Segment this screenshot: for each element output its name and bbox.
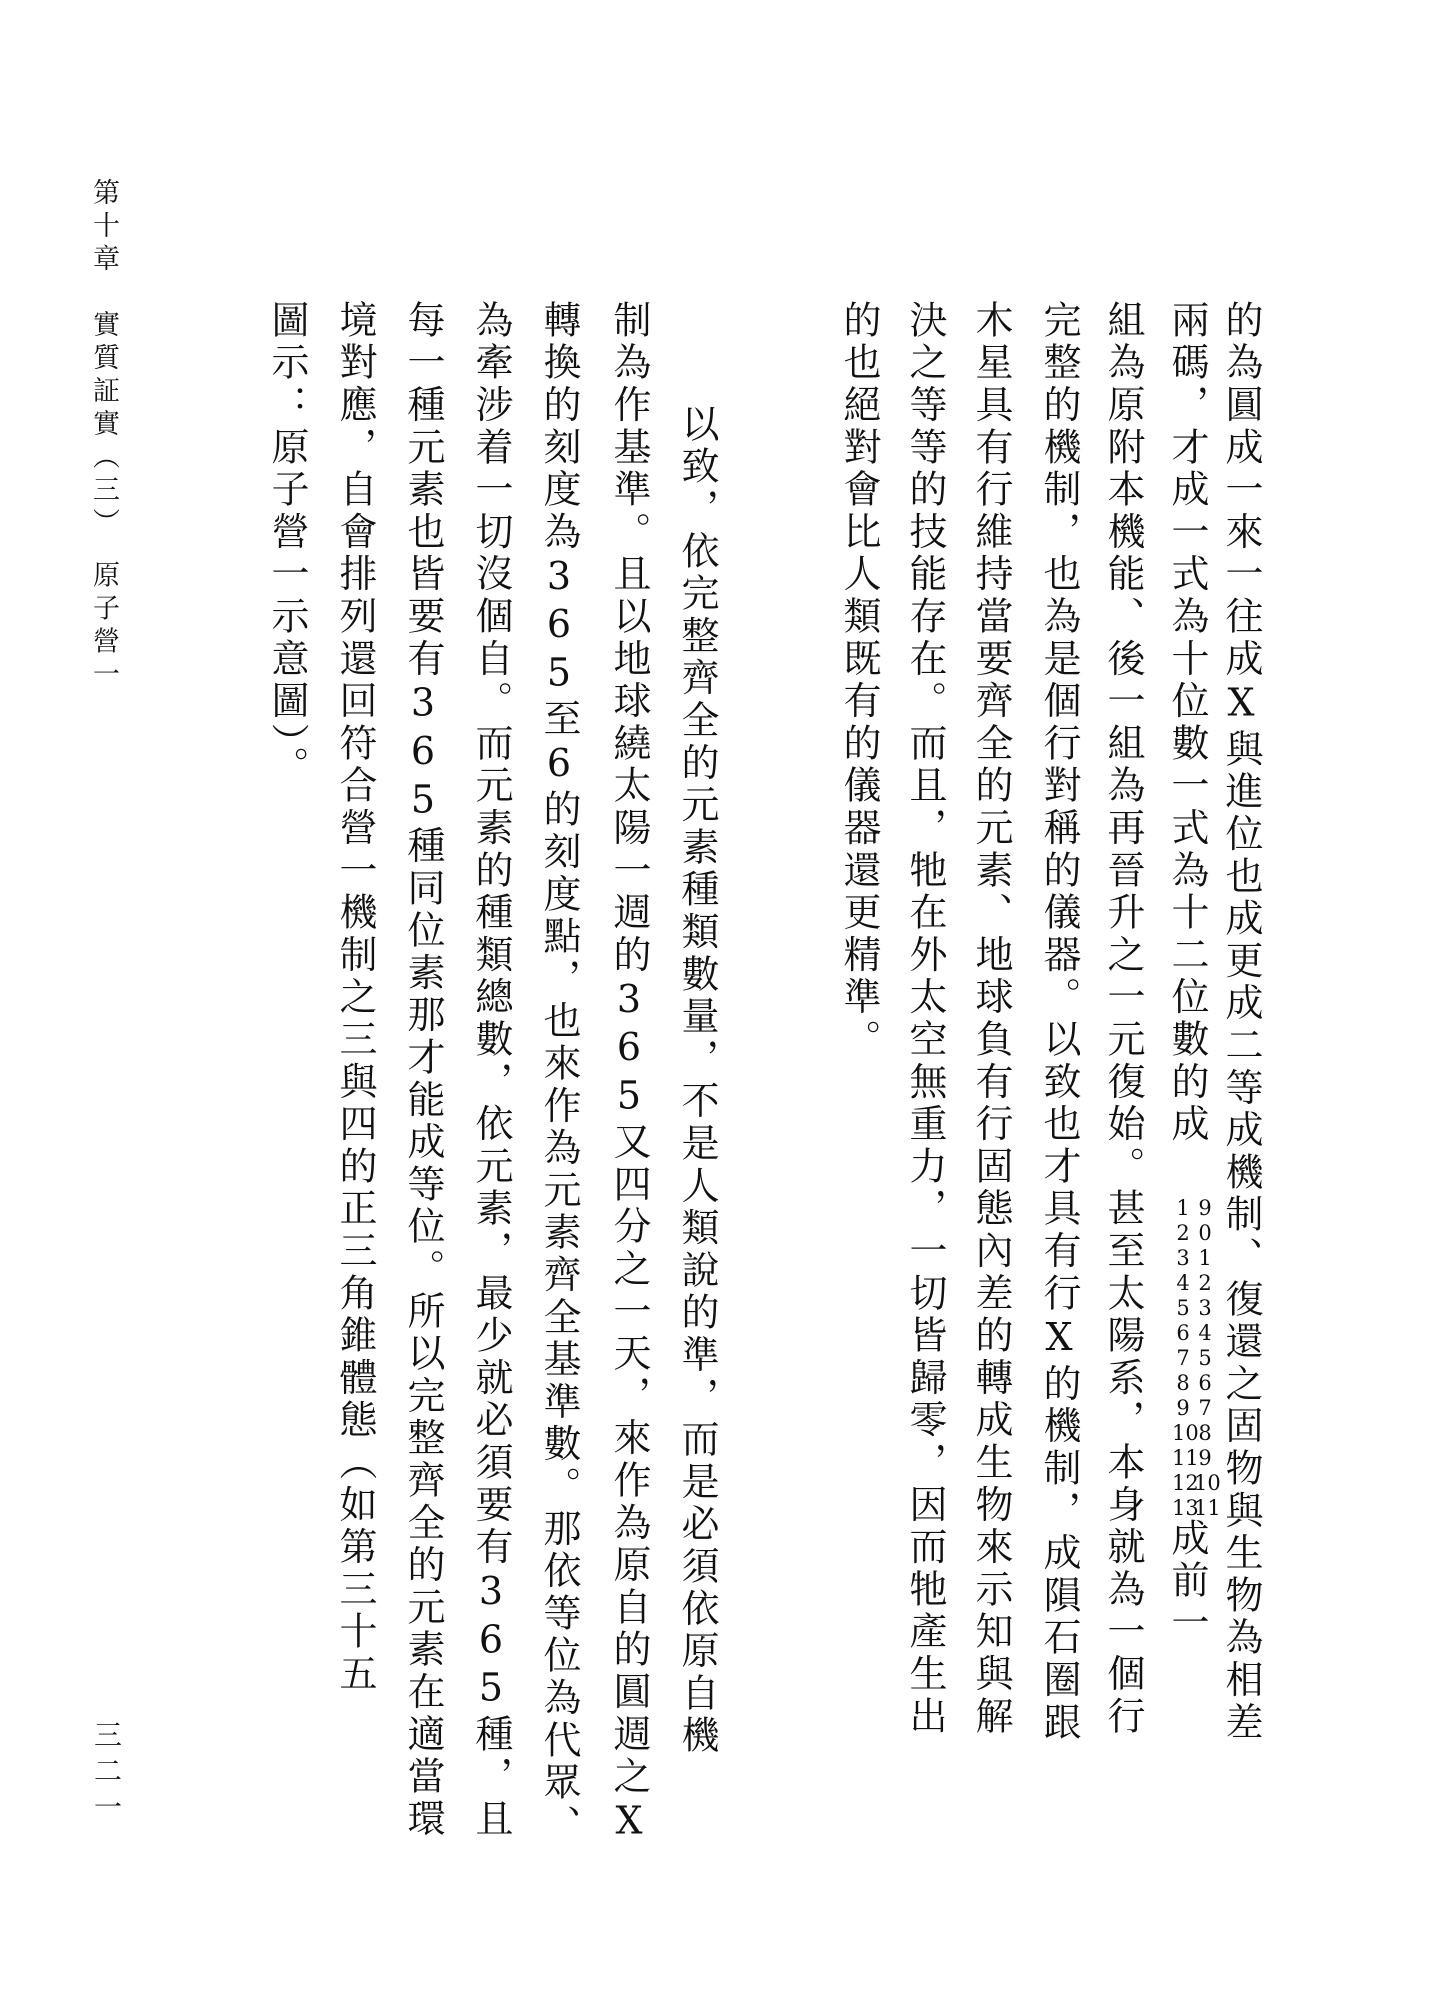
ladder-number-inner: 11 <box>1172 1446 1199 1470</box>
text-column: 轉換的刻度為365至6的刻度點，也來作為元素齊全基準數。那依等位為代眾、 <box>537 300 581 1847</box>
ladder-number-inner: 2 <box>1176 1221 1190 1245</box>
ladder-number-outer: 9 <box>1198 1196 1212 1220</box>
text-column: 的為圓成一來一往成X與進位也成更成二等成機制、復還之固物與生物為相差 <box>1219 300 1263 1745</box>
text-column: 成前一 <box>1165 1518 1209 1645</box>
ladder-number-outer: 10 <box>1194 1471 1221 1495</box>
text-column: 決之等等的技能存在。而且，牠在外太空無重力，一切皆歸零，因而牠產生出 <box>903 300 947 1739</box>
ladder-number-inner: 5 <box>1176 1296 1190 1320</box>
ladder-number-inner: 13 <box>1172 1496 1199 1520</box>
text-column: 制為作基準。且以地球繞太陽一週的365又四分之一天，來作為原自的圓週之X <box>607 300 651 1847</box>
ladder-number-inner: 10 <box>1172 1421 1199 1445</box>
number-ladder-row <box>1172 1198 1216 1223</box>
text-column: 境對應，自會排列還回符合營一機制之三與四的正三角錐體態（如第三十五 <box>333 300 377 1696</box>
number-ladder-row <box>1172 1298 1216 1323</box>
number-ladder-row <box>1172 1448 1216 1473</box>
text-column: 的也絕對會比人類既有的儀器還更精準。 <box>837 300 881 1062</box>
number-ladder-row <box>1172 1373 1216 1398</box>
page-number: 三二一 <box>90 1720 123 1828</box>
ladder-number-outer: 2 <box>1198 1271 1212 1295</box>
ladder-number-outer: 6 <box>1198 1371 1212 1395</box>
ladder-number-outer: 5 <box>1198 1346 1212 1370</box>
ladder-number-inner: 8 <box>1176 1371 1190 1395</box>
number-ladder <box>1172 1196 1221 1523</box>
running-head: 第十章 實質証實（三） 原子營一 <box>88 178 119 693</box>
text-column: 木星具有行維持當要齊全的元素、地球負有行固態內差的轉成生物來示知與解 <box>969 300 1013 1739</box>
ladder-number-inner: 4 <box>1176 1271 1190 1295</box>
ladder-number-outer: 4 <box>1198 1321 1212 1345</box>
number-ladder-row <box>1172 1248 1216 1273</box>
text-column: 每一種元素也皆要有365種同位素那才能成等位。所以完整齊全的元素在適當環 <box>401 300 445 1841</box>
number-ladder-row <box>1172 1223 1216 1248</box>
ladder-number-outer: 8 <box>1198 1421 1212 1445</box>
ladder-number-inner: 7 <box>1176 1346 1190 1370</box>
ladder-number-outer: 1 <box>1198 1246 1212 1270</box>
ladder-number-outer: 11 <box>1194 1496 1221 1520</box>
number-ladder-row <box>1172 1471 1221 1498</box>
text-column: 以致，依完整齊全的元素種類數量，不是人類說的準，而是必須依原自機 <box>675 404 719 1758</box>
number-ladder-row <box>1172 1273 1216 1298</box>
ladder-number-inner: 6 <box>1176 1321 1190 1345</box>
ladder-number-outer: 7 <box>1198 1396 1212 1420</box>
number-ladder-row <box>1172 1423 1216 1448</box>
ladder-number-inner: 3 <box>1176 1246 1190 1270</box>
ladder-number-outer: 0 <box>1198 1221 1212 1245</box>
text-column: 兩碼，才成一式為十位數一式為十二位數的成 <box>1165 300 1209 1146</box>
text-column: 為牽涉着一切沒個自。而元素的種類總數，依元素，最少就必須要有365種，且 <box>469 300 513 1841</box>
number-ladder-row <box>1172 1323 1216 1348</box>
ladder-number-outer: 3 <box>1198 1296 1212 1320</box>
text-column: 組為原附本機能、後一組為再晉升之一元復始。甚至太陽系，本身就為一個行 <box>1101 300 1145 1739</box>
ladder-number-inner: 1 <box>1176 1196 1190 1220</box>
number-ladder-row <box>1172 1348 1216 1373</box>
number-ladder-row <box>1172 1398 1216 1423</box>
ladder-number-outer: 9 <box>1198 1446 1212 1470</box>
ladder-number-inner: 9 <box>1176 1396 1190 1420</box>
text-column: 圖示：原子營一示意圖）。 <box>265 300 309 789</box>
text-column: 完整的機制，也為是個行對稱的儀器。以致也才具有行X的機制，成隕石圈跟 <box>1037 300 1081 1745</box>
ladder-number-inner: 12 <box>1172 1471 1199 1495</box>
